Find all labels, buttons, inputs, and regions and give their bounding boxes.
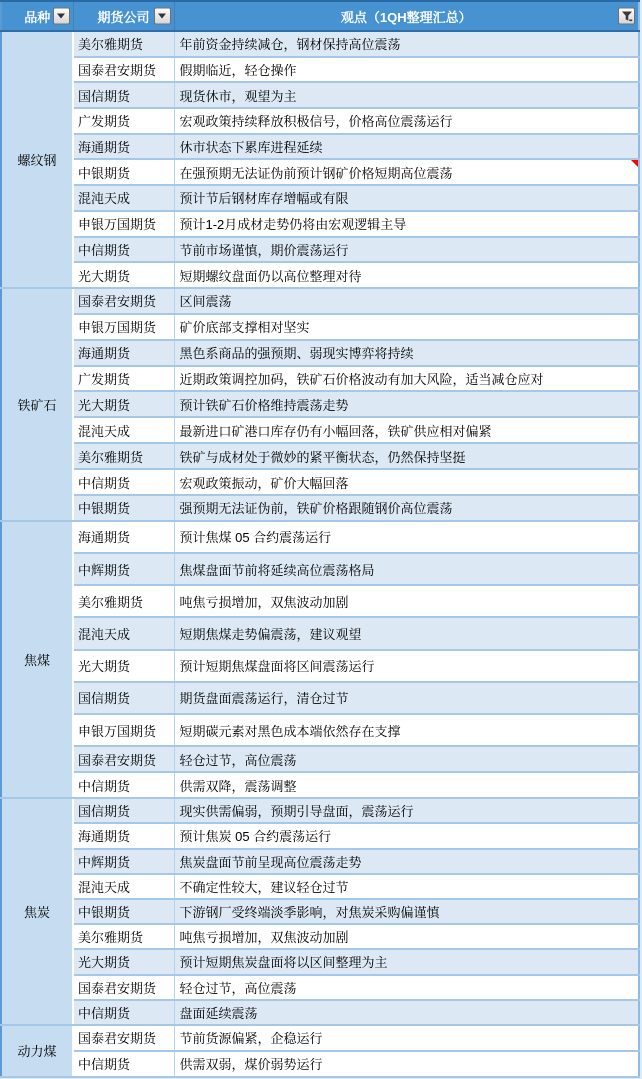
viewpoint-cell[interactable]: 矿价底部支撑相对坚实 xyxy=(174,314,639,340)
company-cell[interactable]: 海通期货 xyxy=(73,340,174,366)
viewpoint-cell[interactable]: 预计短期焦煤盘面将区间震荡运行 xyxy=(174,650,639,682)
variety-cell-rebar[interactable]: 螺纹钢 xyxy=(1,31,73,288)
company-cell[interactable]: 混沌天成 xyxy=(73,185,174,211)
company-cell[interactable]: 国泰君安期货 xyxy=(73,288,174,314)
table-row xyxy=(1,159,639,185)
company-cell[interactable]: 国信期货 xyxy=(73,682,174,714)
viewpoint-cell[interactable]: 近期政策调控加码，铁矿石价格波动有加大风险，适当减仓应对 xyxy=(174,366,639,392)
table-row xyxy=(1,798,639,823)
company-cell[interactable]: 中银期货 xyxy=(73,159,174,185)
table-row xyxy=(1,823,639,848)
company-cell[interactable]: 海通期货 xyxy=(73,134,174,160)
table-row xyxy=(1,314,639,340)
table-row xyxy=(1,134,639,160)
column-header-variety[interactable] xyxy=(1,1,73,31)
company-cell[interactable]: 国泰君安期货 xyxy=(73,1025,174,1051)
company-cell[interactable]: 混沌天成 xyxy=(73,617,174,649)
company-cell[interactable]: 广发期货 xyxy=(73,366,174,392)
viewpoint-cell[interactable]: 期货盘面震荡运行，清仓过节 xyxy=(174,682,639,714)
table-row xyxy=(1,1025,639,1051)
table-row xyxy=(1,521,639,553)
viewpoint-cell[interactable]: 预计短期焦炭盘面将以区间整理为主 xyxy=(174,949,639,974)
table-row xyxy=(1,650,639,682)
viewpoint-cell[interactable]: 铁矿与成材处于微妙的紧平衡状态，仍然保持坚挺 xyxy=(174,443,639,469)
table-row xyxy=(1,57,639,83)
company-cell[interactable]: 美尔雅期货 xyxy=(73,585,174,617)
viewpoint-cell[interactable]: 宏观政策振动，矿价大幅回落 xyxy=(174,469,639,495)
company-cell[interactable]: 混沌天成 xyxy=(73,874,174,899)
viewpoint-cell[interactable]: 预计节后钢材库存增幅或有限 xyxy=(174,185,639,211)
company-cell[interactable]: 光大期货 xyxy=(73,650,174,682)
viewpoint-cell[interactable]: 焦炭盘面节前呈现高位震荡走势 xyxy=(174,849,639,874)
table-row xyxy=(1,82,639,108)
table-row xyxy=(1,417,639,443)
company-cell[interactable]: 国信期货 xyxy=(73,82,174,108)
company-cell[interactable]: 美尔雅期货 xyxy=(73,31,174,57)
company-cell[interactable]: 海通期货 xyxy=(73,823,174,848)
funnel-icon xyxy=(621,10,633,22)
variety-cell-iron-ore[interactable]: 铁矿石 xyxy=(1,288,73,521)
company-cell[interactable]: 国泰君安期货 xyxy=(73,57,174,83)
header-row xyxy=(1,1,639,31)
company-cell[interactable]: 中银期货 xyxy=(73,899,174,924)
column-header-company[interactable] xyxy=(73,1,174,31)
column-header-label: 观点（1QH整理汇总） xyxy=(340,9,472,25)
company-cell[interactable]: 国信期货 xyxy=(73,798,174,823)
table-row xyxy=(1,443,639,469)
table-row xyxy=(1,553,639,585)
table-row xyxy=(1,495,639,521)
table-row xyxy=(1,682,639,714)
table-row xyxy=(1,185,639,211)
viewpoint-cell[interactable]: 供需双降，震荡调整 xyxy=(174,772,639,798)
company-cell[interactable]: 申银万国期货 xyxy=(73,314,174,340)
company-cell[interactable]: 中信期货 xyxy=(73,237,174,263)
table-row xyxy=(1,1000,639,1025)
viewpoint-cell[interactable]: 短期焦煤走势偏震荡，建议观望 xyxy=(174,617,639,649)
table-row xyxy=(1,585,639,617)
company-cell[interactable]: 中信期货 xyxy=(73,469,174,495)
company-cell[interactable]: 国泰君安期货 xyxy=(73,975,174,1000)
viewpoint-cell[interactable]: 吨焦亏损增加，双焦波动加剧 xyxy=(174,585,639,617)
company-cell[interactable]: 中辉期货 xyxy=(73,553,174,585)
table-row xyxy=(1,237,639,263)
viewpoint-cell[interactable]: 预计焦炭 05 合约震荡运行 xyxy=(174,823,639,848)
table-row xyxy=(1,924,639,949)
company-cell[interactable]: 中信期货 xyxy=(73,772,174,798)
viewpoint-cell[interactable]: 节前市场谨慎，期价震荡运行 xyxy=(174,237,639,263)
table-row xyxy=(1,288,639,314)
viewpoint-cell[interactable]: 最新进口矿港口库存仍有小幅回落，铁矿供应相对偏紧 xyxy=(174,417,639,443)
table-row xyxy=(1,714,639,746)
table-row xyxy=(1,366,639,392)
company-cell[interactable]: 光大期货 xyxy=(73,949,174,974)
viewpoint-cell[interactable]: 黑色系商品的强预期、弱现实博弈将持续 xyxy=(174,340,639,366)
viewpoint-cell[interactable]: 短期碳元素对黑色成本端依然存在支撑 xyxy=(174,714,639,746)
table-row xyxy=(1,617,639,649)
viewpoint-cell[interactable]: 吨焦亏损增加，双焦波动加剧 xyxy=(174,924,639,949)
company-cell[interactable]: 中银期货 xyxy=(73,495,174,521)
table-row xyxy=(1,975,639,1000)
table-row xyxy=(1,874,639,899)
column-header-label: 品种 xyxy=(24,9,51,25)
viewpoint-cell[interactable]: 在强预期无法证伪前预计钢矿价格短期高位震荡 xyxy=(174,159,639,185)
viewpoint-cell[interactable]: 节前货源偏紧，企稳运行 xyxy=(174,1025,639,1051)
company-cell[interactable]: 光大期货 xyxy=(73,262,174,288)
column-header-viewpoint[interactable] xyxy=(174,1,639,31)
viewpoint-cell[interactable]: 年前资金持续减仓，钢材保持高位震荡 xyxy=(174,31,639,57)
variety-cell-coke[interactable]: 焦炭 xyxy=(1,798,73,1025)
commodity-section-rebar xyxy=(1,31,639,288)
table-row xyxy=(1,1051,639,1077)
table-row xyxy=(1,849,639,874)
table-row xyxy=(1,340,639,366)
viewpoint-cell[interactable]: 区间震荡 xyxy=(174,288,639,314)
company-cell[interactable]: 中辉期货 xyxy=(73,849,174,874)
viewpoint-cell[interactable]: 预计铁矿石价格维持震荡走势 xyxy=(174,391,639,417)
chevron-down-icon xyxy=(158,14,166,19)
viewpoint-cell[interactable]: 盘面延续震荡 xyxy=(174,1000,639,1025)
variety-cell-coking-coal[interactable]: 焦煤 xyxy=(1,521,73,798)
company-cell[interactable]: 广发期货 xyxy=(73,108,174,134)
filter-active-button-viewpoint[interactable] xyxy=(618,8,635,25)
viewpoint-cell[interactable]: 预计1-2月成材走势仍将由宏观逻辑主导 xyxy=(174,211,639,237)
company-cell[interactable]: 光大期货 xyxy=(73,391,174,417)
company-cell[interactable]: 美尔雅期货 xyxy=(73,924,174,949)
table-row xyxy=(1,949,639,974)
table-row xyxy=(1,262,639,288)
viewpoint-cell[interactable]: 强预期无法证伪前，铁矿价格跟随钢价高位震荡 xyxy=(174,495,639,521)
company-cell[interactable]: 海通期货 xyxy=(73,521,174,553)
variety-cell-thermal-coal[interactable]: 动力煤 xyxy=(1,1025,73,1077)
viewpoint-cell[interactable]: 轻仓过节，高位震荡 xyxy=(174,746,639,772)
filter-dropdown-button-company[interactable] xyxy=(154,8,171,25)
viewpoint-cell[interactable]: 宏观政策持续释放积极信号，价格高位震荡运行 xyxy=(174,108,639,134)
viewpoint-cell[interactable]: 预计焦煤 05 合约震荡运行 xyxy=(174,521,639,553)
filter-dropdown-button-variety[interactable] xyxy=(53,8,70,25)
viewpoint-cell[interactable]: 供需双弱，煤价弱势运行 xyxy=(174,1051,639,1077)
chevron-down-icon xyxy=(57,14,65,19)
viewpoint-cell[interactable]: 现实供需偏弱，预期引导盘面，震荡运行 xyxy=(174,798,639,823)
company-cell[interactable]: 国泰君安期货 xyxy=(73,746,174,772)
viewpoint-cell[interactable]: 轻仓过节，高位震荡 xyxy=(174,975,639,1000)
company-cell[interactable]: 中信期货 xyxy=(73,1051,174,1077)
table-row xyxy=(1,746,639,772)
company-cell[interactable]: 中信期货 xyxy=(73,1000,174,1025)
viewpoint-cell[interactable]: 下游钢厂受终端淡季影响，对焦炭采购偏谨慎 xyxy=(174,899,639,924)
table-row xyxy=(1,31,639,57)
viewpoint-cell[interactable]: 休市状态下累库进程延续 xyxy=(174,134,639,160)
commodity-section-coke xyxy=(1,798,639,1025)
column-header-label: 期货公司 xyxy=(97,9,150,25)
company-cell[interactable]: 申银万国期货 xyxy=(73,714,174,746)
company-cell[interactable]: 混沌天成 xyxy=(73,417,174,443)
commodity-section-thermal-coal xyxy=(1,1025,639,1077)
table-row xyxy=(1,108,639,134)
viewpoint-cell[interactable]: 现货休市，观望为主 xyxy=(174,82,639,108)
viewpoint-cell[interactable]: 焦煤盘面节前将延续高位震荡格局 xyxy=(174,553,639,585)
comment-indicator xyxy=(631,160,638,167)
company-cell[interactable]: 申银万国期货 xyxy=(73,211,174,237)
table-row xyxy=(1,772,639,798)
viewpoint-cell[interactable]: 不确定性较大，建议轻仓过节 xyxy=(174,874,639,899)
viewpoint-cell[interactable]: 短期螺纹盘面仍以高位整理对待 xyxy=(174,262,639,288)
table-row xyxy=(1,391,639,417)
table-row xyxy=(1,469,639,495)
commodity-section-coking-coal xyxy=(1,521,639,798)
company-cell[interactable]: 美尔雅期货 xyxy=(73,443,174,469)
commodity-section-iron-ore xyxy=(1,288,639,521)
viewpoint-cell[interactable]: 假期临近，轻仓操作 xyxy=(174,57,639,83)
table-row xyxy=(1,211,639,237)
table-row xyxy=(1,899,639,924)
